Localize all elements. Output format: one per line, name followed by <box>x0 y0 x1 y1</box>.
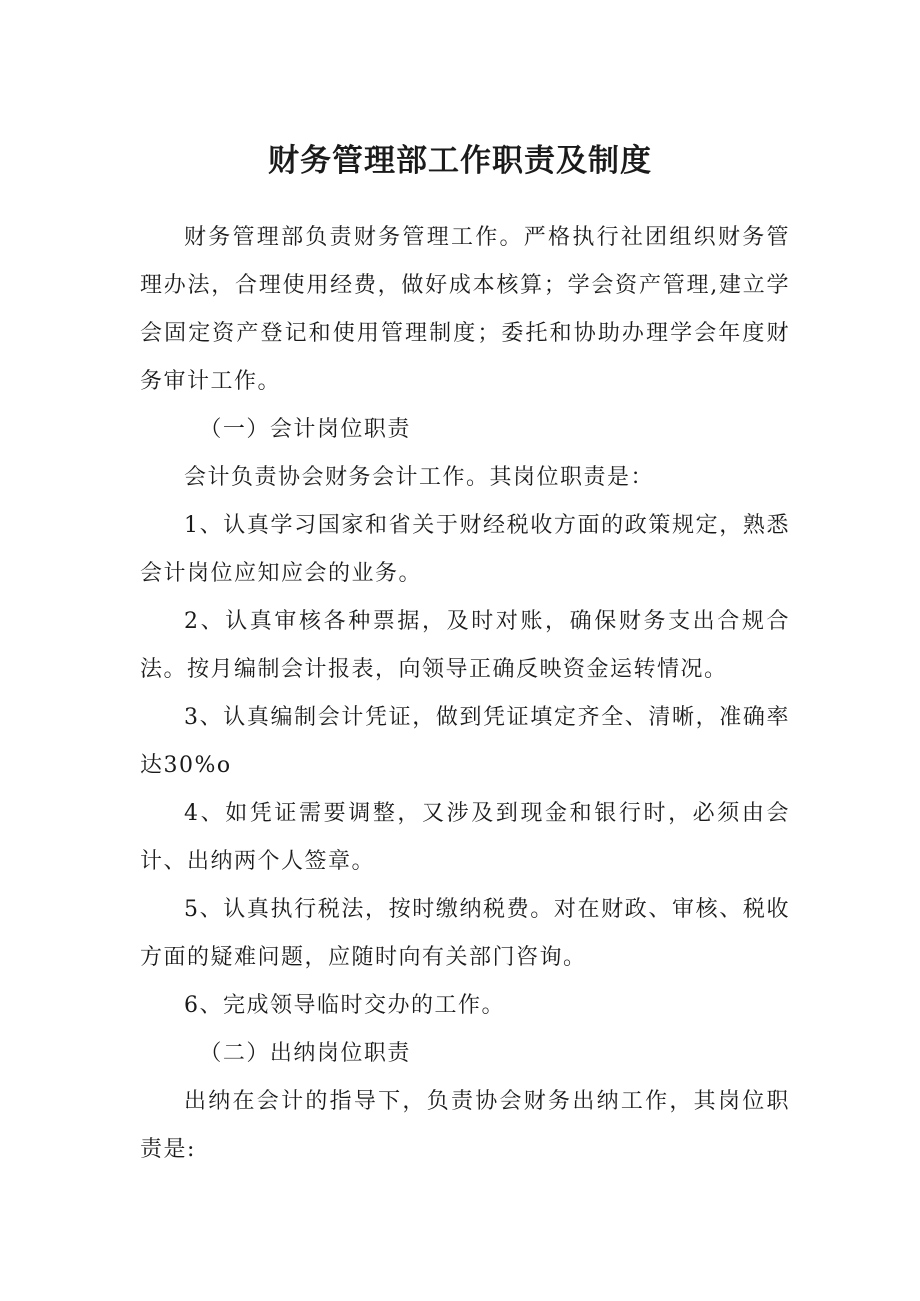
accountant-duty-1: 1、认真学习国家和省关于财经税收方面的政策规定，熟悉会计岗位应知应会的业务。 <box>140 513 790 586</box>
section-heading-accountant: （一）会计岗位职责 <box>199 417 411 442</box>
accountant-duty-3: 3、认真编制会计凭证，做到凭证填定齐全、清晰，准确率达30%o <box>140 705 790 778</box>
accountant-duty-6: 6、完成领导临时交办的工作。 <box>184 993 505 1018</box>
intro-paragraph: 财务管理部负责财务管理工作。严格执行社团组织财务管理办法，合理使用经费，做好成本核算；学会资产管理,建立学会固定资产登记和使用管理制度；委托和协助办理学会年度财务审计工作。 <box>140 225 790 394</box>
section-heading-cashier: （二）出纳岗位职责 <box>199 1041 411 1066</box>
cashier-intro-paragraph: 出纳在会计的指导下，负责协会财务出纳工作，其岗位职责是: <box>140 1089 790 1162</box>
accountant-duty-4: 4、如凭证需要调整，又涉及到现金和银行时，必须由会计、出纳两个人签章。 <box>140 801 790 874</box>
document-body <box>140 214 790 1174</box>
accountant-duty-2: 2、认真审核各种票据，及时对账，确保财务支出合规合法。按月编制会计报表，向领导正确反映资金运转情况。 <box>140 609 790 682</box>
accountant-intro-paragraph: 会计负责协会财务会计工作。其岗位职责是： <box>184 465 655 490</box>
document-title: 财务管理部工作职责及制度 <box>268 143 652 179</box>
accountant-duty-5: 5、认真执行税法，按时缴纳税费。对在财政、审核、税收方面的疑难问题，应随时向有关部门咨询。 <box>140 897 790 970</box>
